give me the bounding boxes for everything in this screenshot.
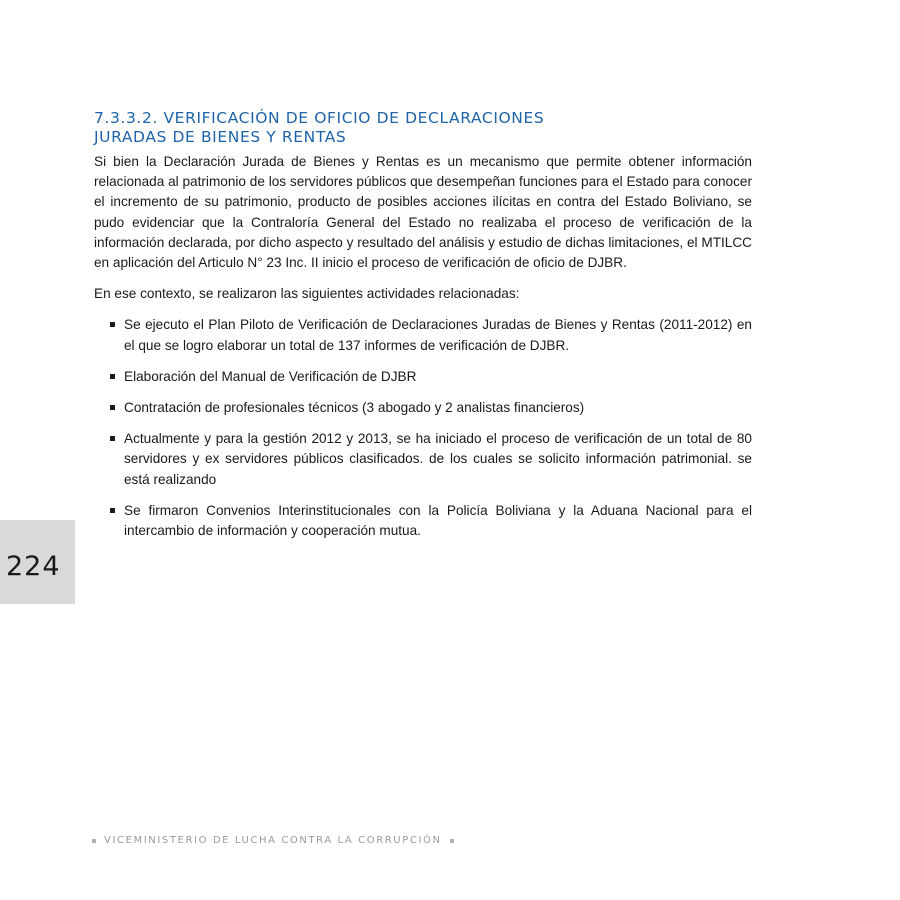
list-item-text: Elaboración del Manual de Verificación de DJBR <box>124 368 417 384</box>
list-item <box>94 367 752 387</box>
list-item-text: Se ejecuto el Plan Piloto de Verificación de Declaraciones Juradas de Bienes y Rentas (2011-2012) en el que se logro elaborar un total de 137 informes de verificación de DJBR. <box>124 317 752 353</box>
square-bullet-icon <box>110 405 115 410</box>
square-bullet-icon <box>92 839 96 843</box>
list-item-text: Contratación de profesionales técnicos (3 abogado y 2 analistas financieros) <box>124 400 585 416</box>
list-item-text: Actualmente y para la gestión 2012 y 2013, se ha iniciado el proceso de verificación de un total de 80 servidores y ex servidores públicos clasificados. de los cuales se solicito información patrimonial. se está realizando <box>124 431 752 487</box>
square-bullet-icon <box>110 374 115 379</box>
square-bullet-icon <box>450 839 454 843</box>
section-heading-line-1: 7.3.3.2. VERIFICACIÓN DE OFICIO DE DECLARACIONES <box>94 109 545 127</box>
page-number: 224 <box>6 551 61 582</box>
section-heading-line-2: JURADAS DE BIENES Y RENTAS <box>94 128 347 146</box>
context-paragraph: En ese contexto, se realizaron las siguientes actividades relacionadas: <box>94 286 520 302</box>
square-bullet-icon <box>110 436 115 441</box>
section-heading <box>94 109 754 147</box>
list-item <box>94 398 752 418</box>
footer-text: VICEMINISTERIO DE LUCHA CONTRA LA CORRUPCIÓN <box>104 835 442 846</box>
body-text <box>94 152 752 552</box>
square-bullet-icon <box>110 322 115 327</box>
intro-paragraph: Si bien la Declaración Jurada de Bienes y Rentas es un mecanismo que permite obtener información relacionada al patrimonio de los servidores públicos que desempeñan funciones para el Estado para conocer el incremento de su patrimonio, producto de posibles acciones ilícitas en contra del Estado Boliviano, se pudo evidenciar que la Contraloría General del Estado no realizaba el proceso de verificación de la información declarada, por dicho aspecto y resultado del análisis y estudio de dichas limitaciones, el MTILCC en aplicación del Articulo N° 23 Inc. II inicio el proceso de verificación de oficio de DJBR. <box>94 154 752 271</box>
square-bullet-icon <box>110 508 115 513</box>
list-item <box>94 501 752 541</box>
list-item <box>94 315 752 355</box>
activities-list <box>94 315 752 541</box>
footer <box>92 834 454 848</box>
list-item-text: Se firmaron Convenios Interinstitucionales con la Policía Boliviana y la Aduana Nacional para el intercambio de información y cooperación mutua. <box>124 502 752 539</box>
list-item <box>94 429 752 490</box>
